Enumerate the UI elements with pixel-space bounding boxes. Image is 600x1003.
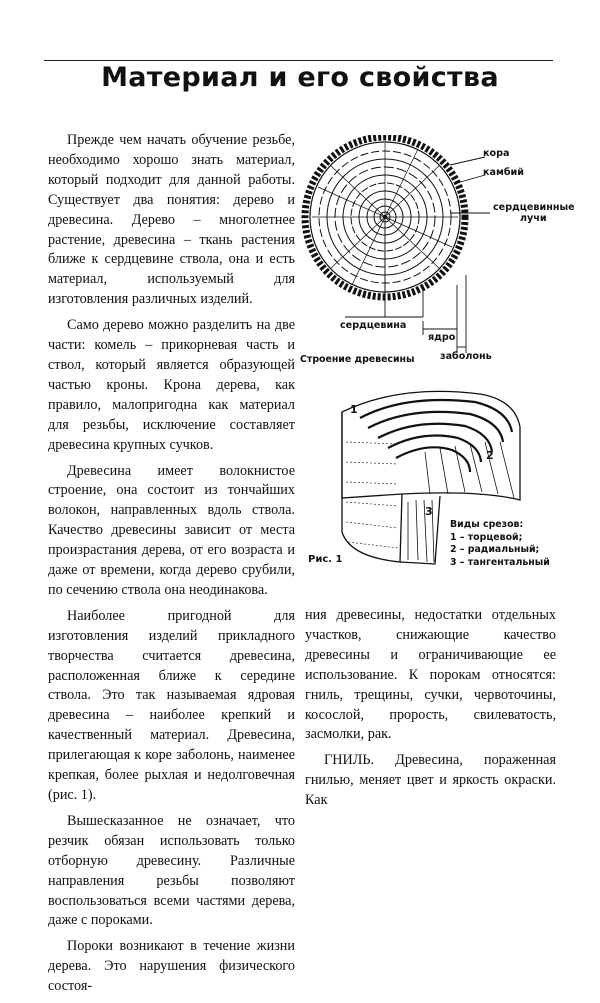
label-bark: кора: [483, 148, 510, 159]
paragraph: Прежде чем начать обучение резьбе, необходимо хорошо знать материал, который подходит для данной работы. Существует два понятия: дерево и древесина. Дерево – многолетнее растение, древесина – ткань растения ближе к сердцевине ствола, она и есть материал, используемый для изготовления различных изделий.: [48, 132, 295, 308]
paragraph: Само дерево можно разделить на две части: комель – прикорневая часть и ствол, который является образующей частью кроны. Крона дерева, как правило, малопригодна как материал для резьбы, исключение составляет древесина крупных сучков.: [48, 317, 295, 453]
label-rays-line1: сердцевинные: [493, 202, 575, 213]
top-rule: [44, 60, 553, 61]
legend-item: 1 – торцевой;: [450, 531, 523, 543]
paragraph: ния древесины, недостатки отдельных участков, снижающие качество древесины и ограничивающие ее использование. К порокам относятся: гниль, трещины, сучки, червоточины, косослой, прорость, свилеватость, засмолки, рак.: [305, 607, 556, 743]
label-cambium: камбий: [483, 167, 524, 178]
label-core: ядро: [428, 332, 456, 343]
paragraph: Наиболее пригодной для изготовления изделий прикладного творчества считается древесина, расположенная ближе к середине ствола. Это так называемая ядровая древесина – наиболее крепкий и качественный материал. Древесина, прилегающая к коре заболонь, наименее крепкая, более рыхлая и недолговечная (рис. 1).: [48, 607, 295, 803]
legend-item: 3 – тангентальный: [450, 556, 550, 568]
cut-mark-2: 2: [486, 449, 494, 462]
legend-title: Виды срезов:: [450, 519, 524, 530]
label-pith: сердцевина: [340, 320, 407, 331]
right-bottom-text-column: [305, 606, 556, 817]
paragraph: Древесина имеет волокнистое строение, она состоит из тончайших волокон, направленных вдоль ствола. Качество древесины зависит от места произрастания дерева, от его возраста и даже от времени, когда дерево срубили, по сечению ствола она неодинакова.: [48, 462, 295, 598]
cut-mark-1: 1: [350, 403, 358, 416]
label-rays-line2: лучи: [520, 213, 547, 224]
cut-mark-3: 3: [425, 505, 433, 518]
paragraph: ГНИЛЬ. Древесина, пораженная гнилью, меняет цвет и яркость окраски. Как: [305, 752, 556, 809]
figure-caption: Строение древесины: [300, 354, 415, 365]
trunk-cross-section-figure: [300, 135, 575, 375]
page-title: Материал и его свойства: [101, 62, 499, 93]
cuts-legend: [450, 519, 550, 569]
paragraph: Вышесказанное не означает, что резчик обязан использовать только отборную древесину. Различные направления резьбы позволяют воспользоваться всеми частями дерева, даже с пороками.: [48, 812, 295, 929]
figure-number: Рис. 1: [308, 554, 343, 565]
paragraph: Пороки возникают в течение жизни дерева. Это нарушения физического состоя-: [48, 938, 295, 995]
legend-item: 2 – радиальный;: [450, 544, 540, 555]
left-text-column: [48, 131, 295, 1003]
label-sapwood: заболонь: [440, 351, 492, 362]
